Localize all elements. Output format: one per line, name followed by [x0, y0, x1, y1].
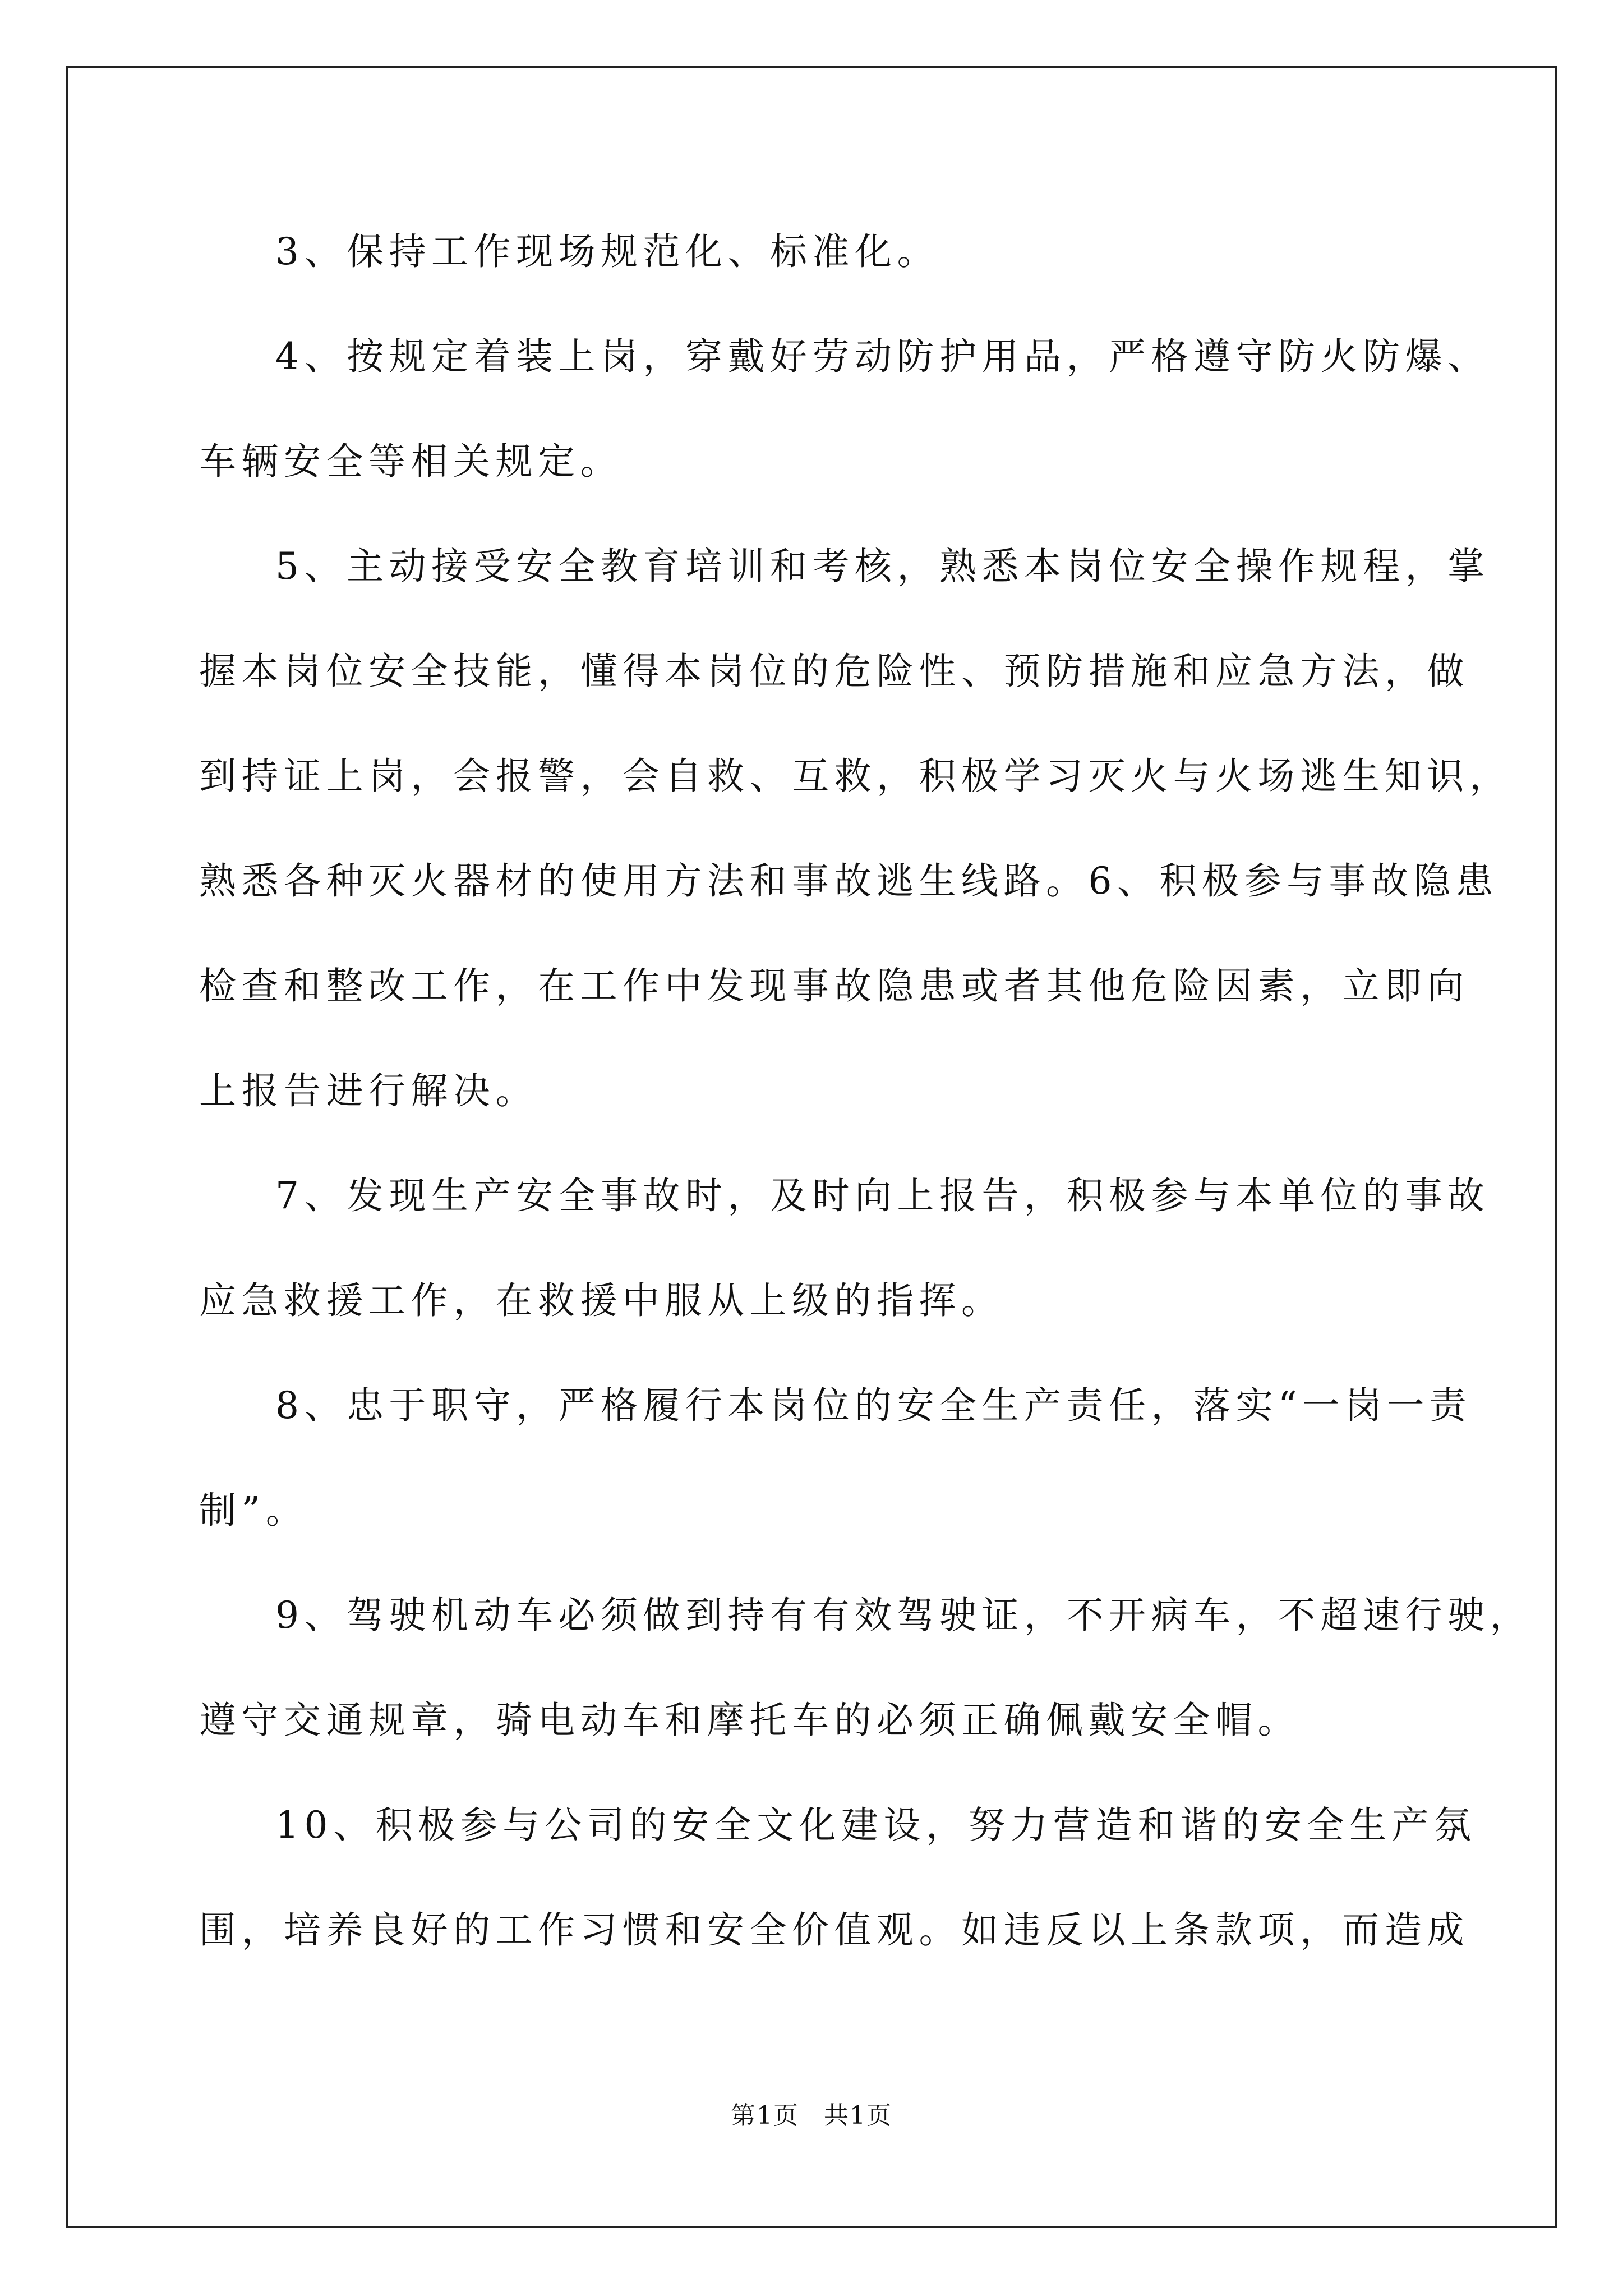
text-line: 围，培养良好的工作习惯和安全价值观。如违反以上条款项，而造成: [199, 1908, 1469, 1952]
text-line: 检查和整改工作，在工作中发现事故隐患或者其他危险因素，立即向: [199, 964, 1469, 1007]
text-line: 到持证上岗，会报警，会自救、互救，积极学习灭火与火场逃生知识，: [199, 754, 1512, 798]
text-line: 3、保持工作现场规范化、标准化。: [275, 230, 939, 273]
text-line: 车辆安全等相关规定。: [199, 440, 623, 483]
text-line: 上报告进行解决。: [199, 1069, 538, 1112]
page-total: 共1页: [824, 2101, 892, 2130]
text-line: 遵守交通规章，骑电动车和摩托车的必须正确佩戴安全帽。: [199, 1699, 1300, 1742]
page-number: 第1页: [731, 2101, 799, 2130]
text-line: 制”。: [199, 1489, 308, 1532]
text-line: 7、发现生产安全事故时，及时向上报告，积极参与本单位的事故: [275, 1174, 1490, 1217]
text-line: 5、主动接受安全教育培训和考核，熟悉本岗位安全操作规程，掌: [275, 545, 1490, 588]
text-line: 4、按规定着装上岗，穿戴好劳动防护用品，严格遵守防火防爆、: [275, 335, 1490, 378]
text-line: 10、积极参与公司的安全文化建设，努力营造和谐的安全生产氛: [275, 1803, 1477, 1847]
text-line: 应急救援工作，在救援中服从上级的指挥。: [199, 1279, 1004, 1322]
text-line: 9、驾驶机动车必须做到持有有效驾驶证，不开病车，不超速行驶，: [275, 1594, 1532, 1637]
document-body: [199, 199, 1532, 1982]
text-line: 握本岗位安全技能，懂得本岗位的危险性、预防措施和应急方法，做: [199, 650, 1469, 693]
page-footer: [0, 2095, 1623, 2131]
text-line: 8、忠于职守，严格履行本岗位的安全生产责任，落实“一岗一责: [275, 1384, 1472, 1427]
text-line: 熟悉各种灭火器材的使用方法和事故逃生线路。6、积极参与事故隐患: [199, 859, 1498, 903]
